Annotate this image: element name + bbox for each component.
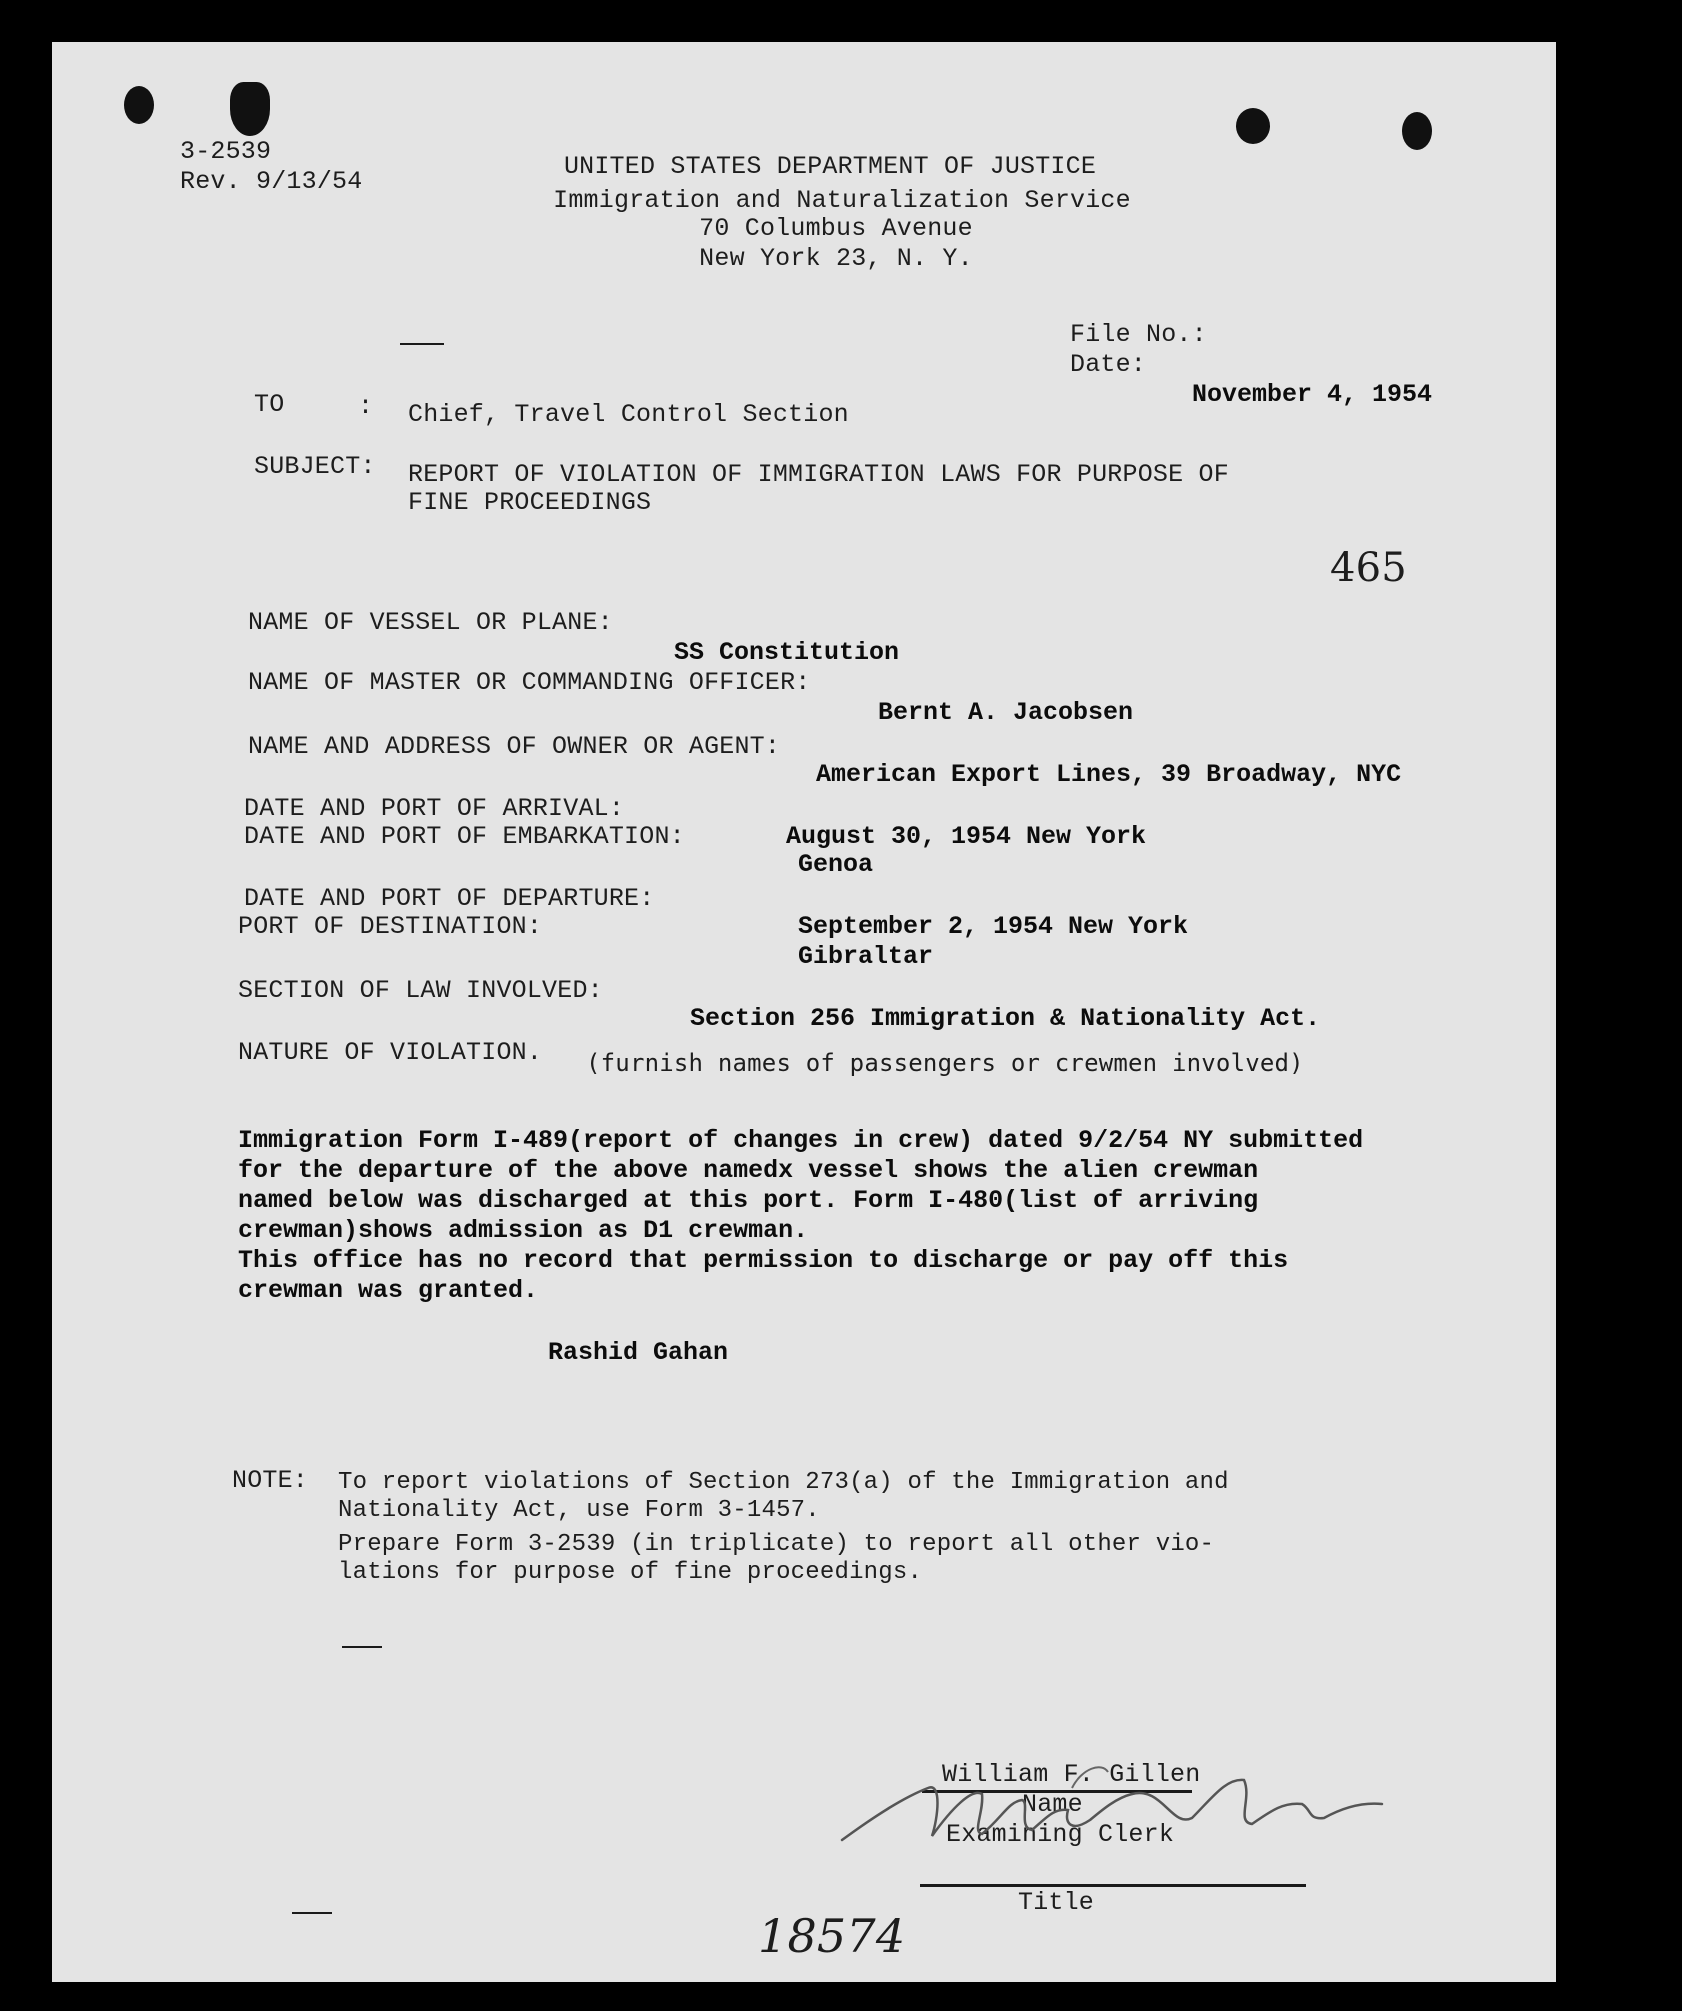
subject-label: SUBJECT: [254, 452, 376, 481]
letterhead-street: 70 Columbus Avenue [699, 214, 973, 243]
nature-label: NATURE OF VIOLATION. [238, 1038, 543, 1067]
date-value: November 4, 1954 [1192, 380, 1433, 409]
file-number-label: File No.: [1070, 320, 1207, 349]
violation-line: crewman)shows admission as D1 crewman. [238, 1216, 809, 1245]
letterhead-city: New York 23, N. Y. [699, 244, 973, 273]
document-page [52, 42, 1556, 1982]
divider [292, 1912, 332, 1914]
name-label: Name [1022, 1790, 1083, 1819]
note-line: lations for purpose of fine proceedings. [338, 1559, 923, 1586]
date-label: Date: [1070, 350, 1147, 379]
crewman-name: Rashid Gahan [548, 1338, 729, 1367]
to-value: Chief, Travel Control Section [408, 400, 849, 429]
destination-label: PORT OF DESTINATION: [238, 912, 543, 941]
to-label: TO [254, 390, 285, 419]
signer-title: Examining Clerk [946, 1820, 1175, 1849]
letterhead-agency: UNITED STATES DEPARTMENT OF JUSTICE [563, 152, 1097, 181]
nature-hint: (furnish names of passengers or crewmen involved) [586, 1049, 1304, 1077]
title-underline [920, 1884, 1306, 1887]
violation-line: crewman was granted. [238, 1276, 539, 1305]
violation-line: This office has no record that permission to discharge or pay off this [238, 1246, 1289, 1275]
violation-line: Immigration Form I-489(report of changes in crew) dated 9/2/54 NY submitted [238, 1126, 1364, 1155]
to-colon: : [358, 392, 374, 421]
punch-hole-smudge [124, 86, 154, 124]
stamp-number: 465 [1330, 545, 1407, 591]
owner-value: American Export Lines, 39 Broadway, NYC [816, 760, 1402, 789]
owner-label: NAME AND ADDRESS OF OWNER OR AGENT: [248, 732, 781, 761]
law-label: SECTION OF LAW INVOLVED: [238, 976, 603, 1005]
violation-line: for the departure of the above namedx vessel shows the alien crewman [238, 1156, 1259, 1185]
arrival-label: DATE AND PORT OF ARRIVAL: [244, 794, 625, 823]
divider [342, 1646, 382, 1648]
subject-line-1: REPORT OF VIOLATION OF IMMIGRATION LAWS FOR PURPOSE OF [408, 460, 1229, 489]
punch-hole-smudge [230, 82, 270, 136]
note-line: To report violations of Section 273(a) of the Immigration and [338, 1469, 1229, 1496]
violation-line: named below was discharged at this port. Form I-480(list of arriving [238, 1186, 1259, 1215]
arrival-value: August 30, 1954 New York [786, 822, 1147, 851]
punch-hole-smudge [1402, 112, 1432, 150]
note-line: Nationality Act, use Form 3-1457. [338, 1497, 820, 1524]
note-line: Prepare Form 3-2539 (in triplicate) to report all other vio- [338, 1531, 1215, 1558]
signer-name: William F. Gillen [942, 1760, 1201, 1789]
title-label: Title [1018, 1888, 1095, 1917]
departure-label: DATE AND PORT OF DEPARTURE: [244, 884, 655, 913]
embarkation-label: DATE AND PORT OF EMBARKATION: [244, 822, 685, 851]
divider [400, 343, 444, 345]
punch-hole-smudge [1236, 108, 1270, 144]
note-label: NOTE: [232, 1466, 309, 1495]
master-label: NAME OF MASTER OR COMMANDING OFFICER: [248, 668, 811, 697]
embarkation-value: Genoa [798, 850, 874, 879]
master-value: Bernt A. Jacobsen [878, 698, 1134, 727]
form-number: 3-2539 [180, 137, 272, 166]
departure-value: September 2, 1954 New York [798, 912, 1189, 941]
vessel-value: SS Constitution [674, 638, 900, 667]
handwritten-number: 18574 [758, 1909, 906, 1963]
destination-value: Gibraltar [798, 942, 934, 971]
handwritten-signature [832, 1758, 1392, 1868]
form-revision: Rev. 9/13/54 [180, 167, 363, 196]
letterhead-service: Immigration and Naturalization Service [553, 186, 1131, 215]
vessel-label: NAME OF VESSEL OR PLANE: [248, 608, 613, 637]
subject-line-2: FINE PROCEEDINGS [408, 488, 652, 517]
law-value: Section 256 Immigration & Nationality Act. [690, 1004, 1321, 1033]
